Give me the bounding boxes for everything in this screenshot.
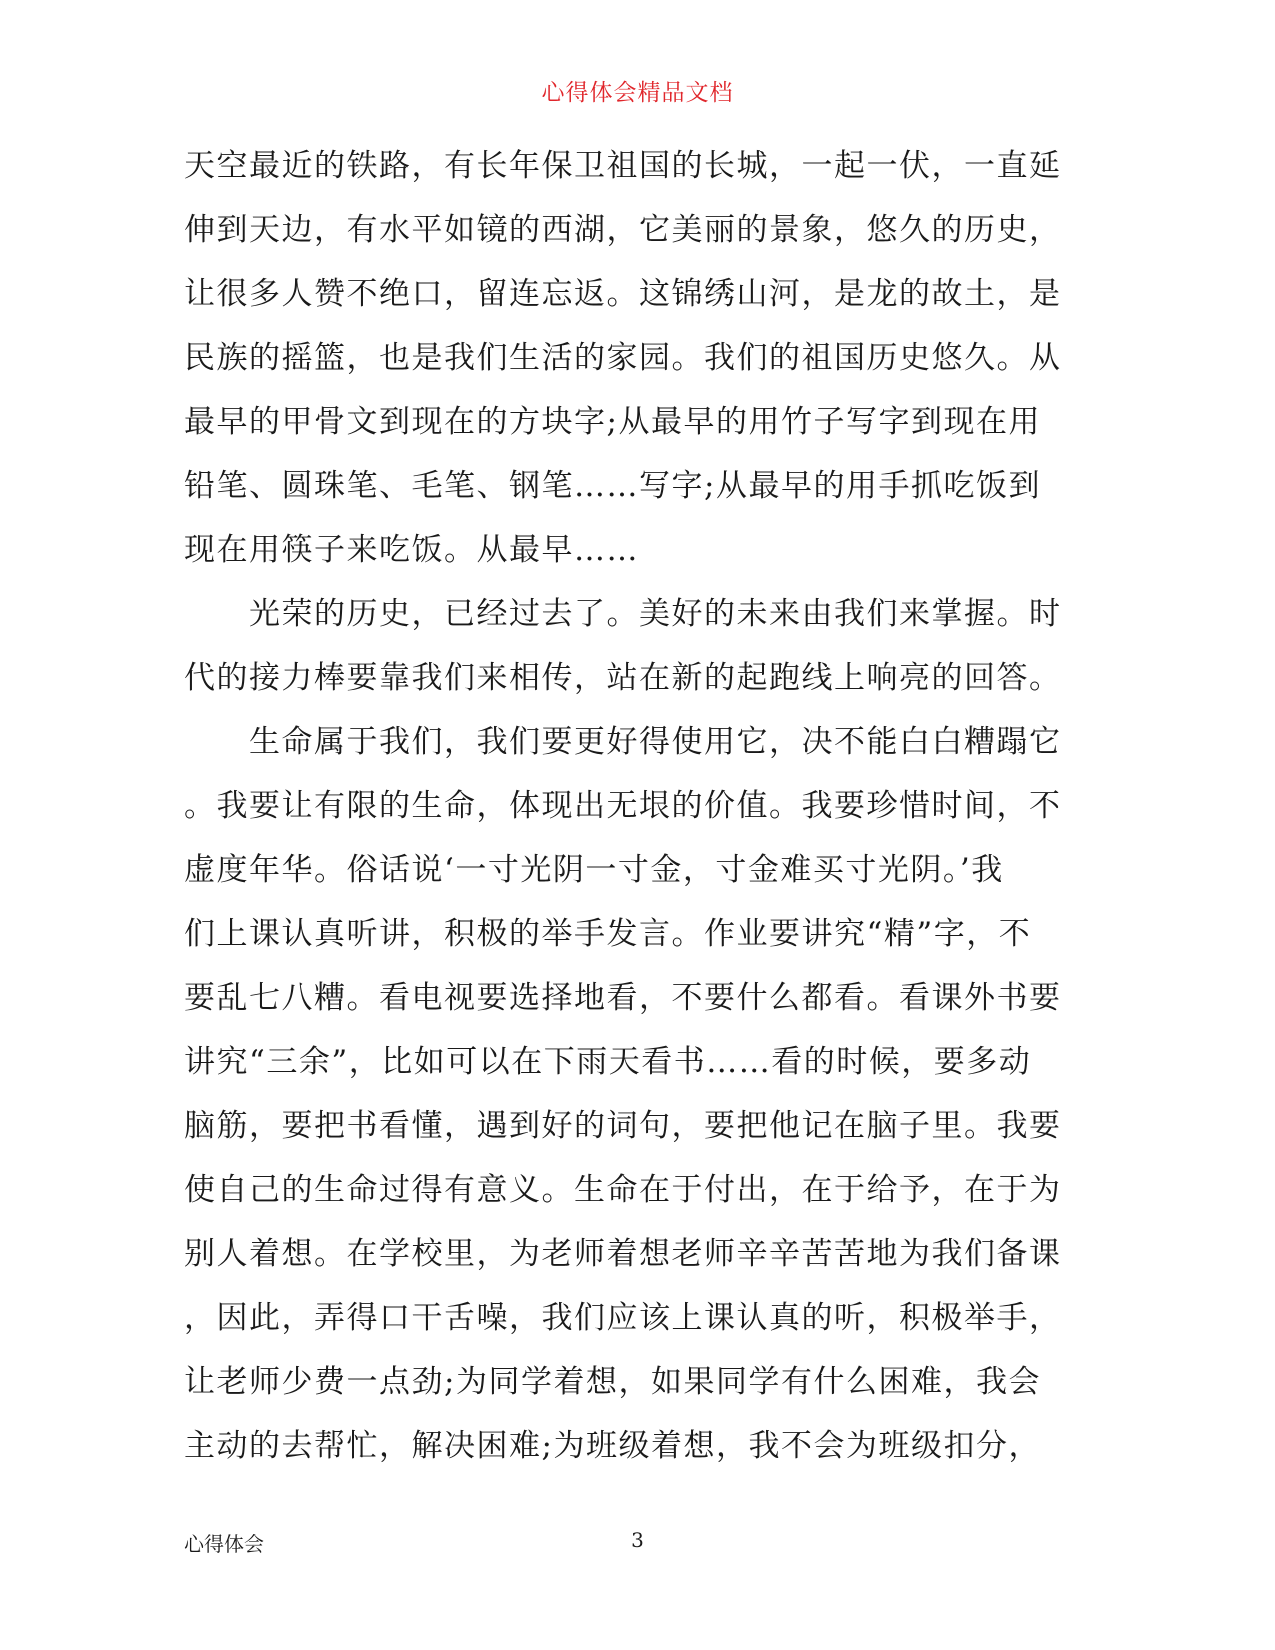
text-line: 最早的甲骨文到现在的方块字;从最早的用竹子写字到现在用 (184, 404, 1041, 440)
text-line: 们上课认真听讲，积极的举手发言。作业要讲究“精”字，不 (184, 916, 1032, 952)
text-line: 让老师少费一点劲;为同学着想，如果同学有什么困难，我会 (184, 1364, 1041, 1400)
text-line: 主动的去帮忙，解决困难;为班级着想，我不会为班级扣分， (184, 1428, 1041, 1464)
text-line: 要乱七八糟。看电视要选择地看，不要什么都看。看课外书要 (184, 980, 1062, 1016)
text-line: 光荣的历史，已经过去了。美好的未来由我们来掌握。时 (184, 596, 1062, 632)
text-line: 。我要让有限的生命，体现出无垠的价值。我要珍惜时间，不 (184, 788, 1062, 824)
page-header-title: 心得体会精品文档 (541, 80, 734, 106)
text-line: 天空最近的铁路，有长年保卫祖国的长城，一起一伏，一直延 (184, 148, 1062, 184)
footer-label: 心得体会 (184, 1532, 264, 1556)
text-line: 现在用筷子来吃饭。从最早…… (184, 532, 639, 568)
text-line: ，因此，弄得口干舌噪，我们应该上课认真的听，积极举手， (184, 1300, 1062, 1336)
text-line: 讲究“三余”，比如可以在下雨天看书……看的时候，要多动 (184, 1044, 1032, 1080)
text-line: 民族的摇篮，也是我们生活的家园。我们的祖国历史悠久。从 (184, 340, 1062, 376)
text-line: 脑筋，要把书看懂，遇到好的词句，要把他记在脑子里。我要 (184, 1108, 1062, 1144)
text-line: 让很多人赞不绝口，留连忘返。这锦绣山河，是龙的故土，是 (184, 276, 1062, 312)
text-line: 使自己的生命过得有意义。生命在于付出，在于给予，在于为 (184, 1172, 1062, 1208)
text-line: 虚度年华。俗话说‘一寸光阴一寸金，寸金难买寸光阴。’我 (184, 852, 1004, 888)
document-body (184, 134, 1094, 1478)
text-line: 别人着想。在学校里，为老师着想老师辛辛苦苦地为我们备课 (184, 1236, 1062, 1272)
text-line: 伸到天边，有水平如镜的西湖，它美丽的景象，悠久的历史， (184, 212, 1062, 248)
text-line: 铅笔、圆珠笔、毛笔、钢笔……写字;从最早的用手抓吃饭到 (184, 468, 1041, 504)
text-line: 生命属于我们，我们要更好得使用它，决不能白白糟蹋它 (184, 724, 1062, 760)
text-line: 代的接力棒要靠我们来相传，站在新的起跑线上响亮的回答。 (184, 660, 1062, 696)
page-number: 3 (631, 1528, 644, 1552)
